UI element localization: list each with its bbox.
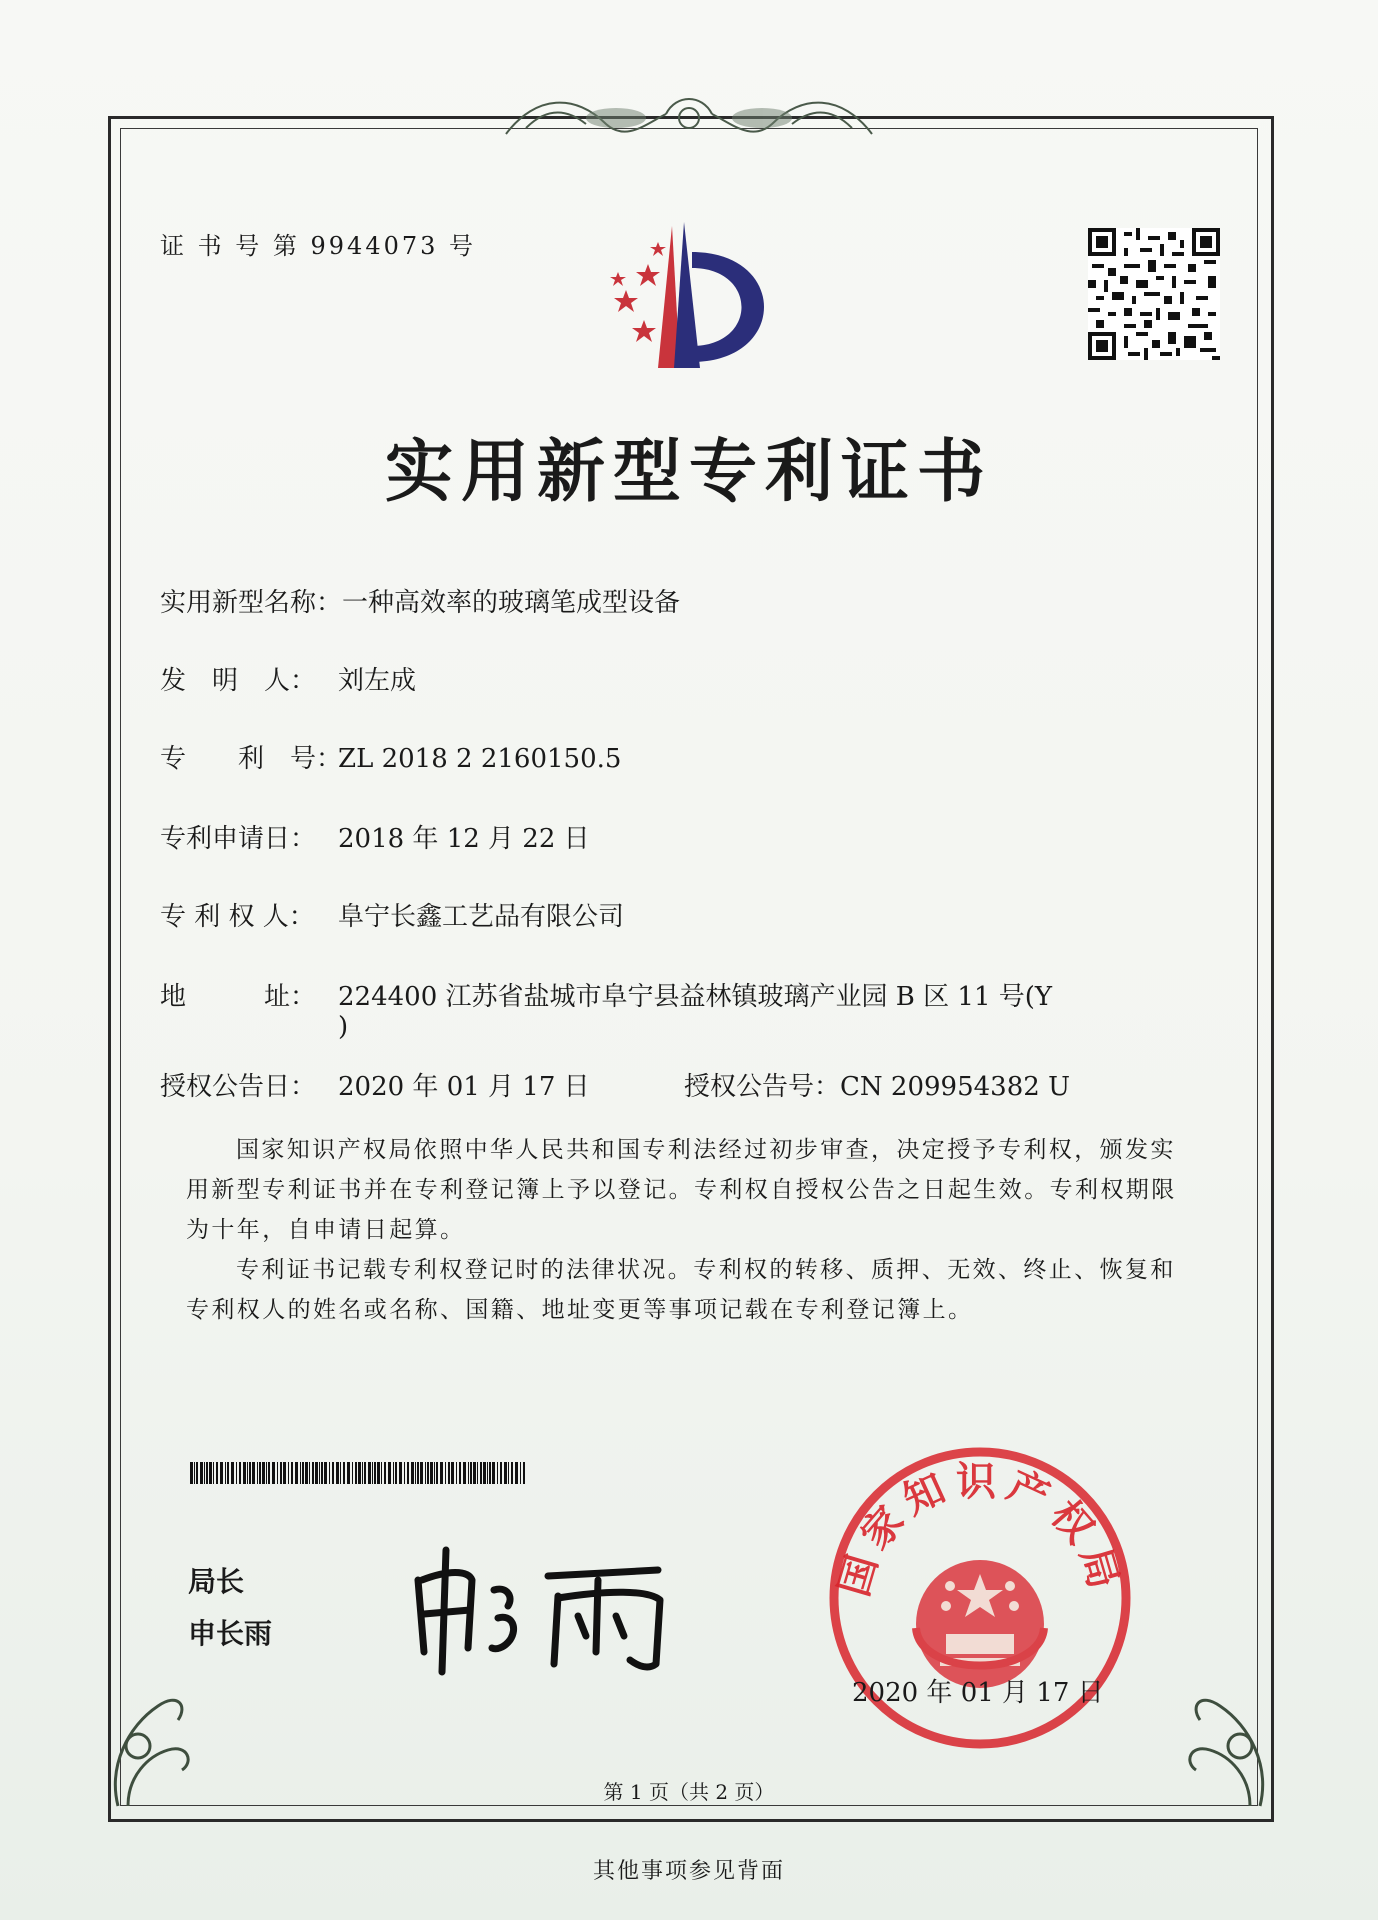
field-label: 专 利 号： — [160, 744, 343, 774]
seal-date: 2020 年 01 月 17 日 — [852, 1678, 1104, 1708]
field-patentee — [160, 896, 624, 933]
field-value: 阜宁长鑫工艺品有限公司 — [338, 902, 625, 932]
statement-paragraph-1: 国家知识产权局依照中华人民共和国专利法经过初步审查，决定授予专利权，颁发实用新型专利证书并在专利登记簿上予以登记。专利权自授权公告之日起生效。专利权期限为十年，自申请日起算。 — [186, 1137, 1177, 1243]
field-value: 224400 江苏省盐城市阜宁县益林镇玻璃产业园 B 区 11 号(Y — [338, 982, 1053, 1012]
field-value: 刘左成 — [338, 666, 417, 696]
field-address — [160, 976, 1052, 1013]
statement-paragraph-2: 专利证书记载专利权登记时的法律状况。专利权的转移、质押、无效、终止、恢复和专利权人的姓名或名称、国籍、地址变更等事项记载在专利登记簿上。 — [186, 1257, 1176, 1323]
field-label: 授权公告号： — [684, 1072, 841, 1102]
field-value: 一种高效率的玻璃笔成型设备 — [342, 588, 681, 618]
page-indicator: 第 1 页（共 2 页） — [603, 1780, 775, 1804]
field-application-date — [160, 818, 590, 855]
director-name: 申长雨 — [188, 1617, 273, 1650]
qr-code-icon — [1088, 228, 1220, 360]
field-value: 2020 年 01 月 17 日 — [338, 1072, 590, 1102]
seal-text: 国家知识产权局 — [831, 1458, 1129, 1602]
footer-note: 其他事项参见背面 — [592, 1859, 785, 1884]
field-label: 专利申请日： — [160, 824, 317, 854]
certificate-title: 实用新型专利证书 — [384, 432, 993, 512]
director-title: 局长 — [188, 1565, 245, 1598]
field-label: 发 明 人： — [160, 666, 317, 696]
director-signature-icon — [398, 1540, 698, 1680]
field-label: 专 利 权 人： — [160, 902, 315, 932]
barcode-icon — [190, 1462, 528, 1484]
field-inventor — [160, 660, 416, 697]
field-patent-number — [160, 738, 621, 775]
field-label: 授权公告日： — [160, 1072, 317, 1102]
field-label: 地 址： — [160, 982, 317, 1012]
top-ornament-icon — [496, 84, 882, 148]
official-seal-icon — [820, 1438, 1140, 1758]
field-grant-announcement-date — [160, 1066, 590, 1103]
field-value: ZL 2018 2 2160150.5 — [338, 744, 622, 774]
field-label: 实用新型名称： — [160, 588, 343, 618]
patent-office-emblem-icon — [588, 212, 802, 376]
field-value: 2018 年 12 月 22 日 — [338, 824, 590, 854]
field-utility-model-name — [160, 582, 680, 619]
field-value: CN 209954382 U — [840, 1072, 1070, 1102]
certificate-number: 证 书 号 第 9944073 号 — [160, 232, 477, 260]
field-grant-announcement-number — [684, 1066, 1070, 1103]
field-address-continuation: ) — [338, 1012, 349, 1042]
